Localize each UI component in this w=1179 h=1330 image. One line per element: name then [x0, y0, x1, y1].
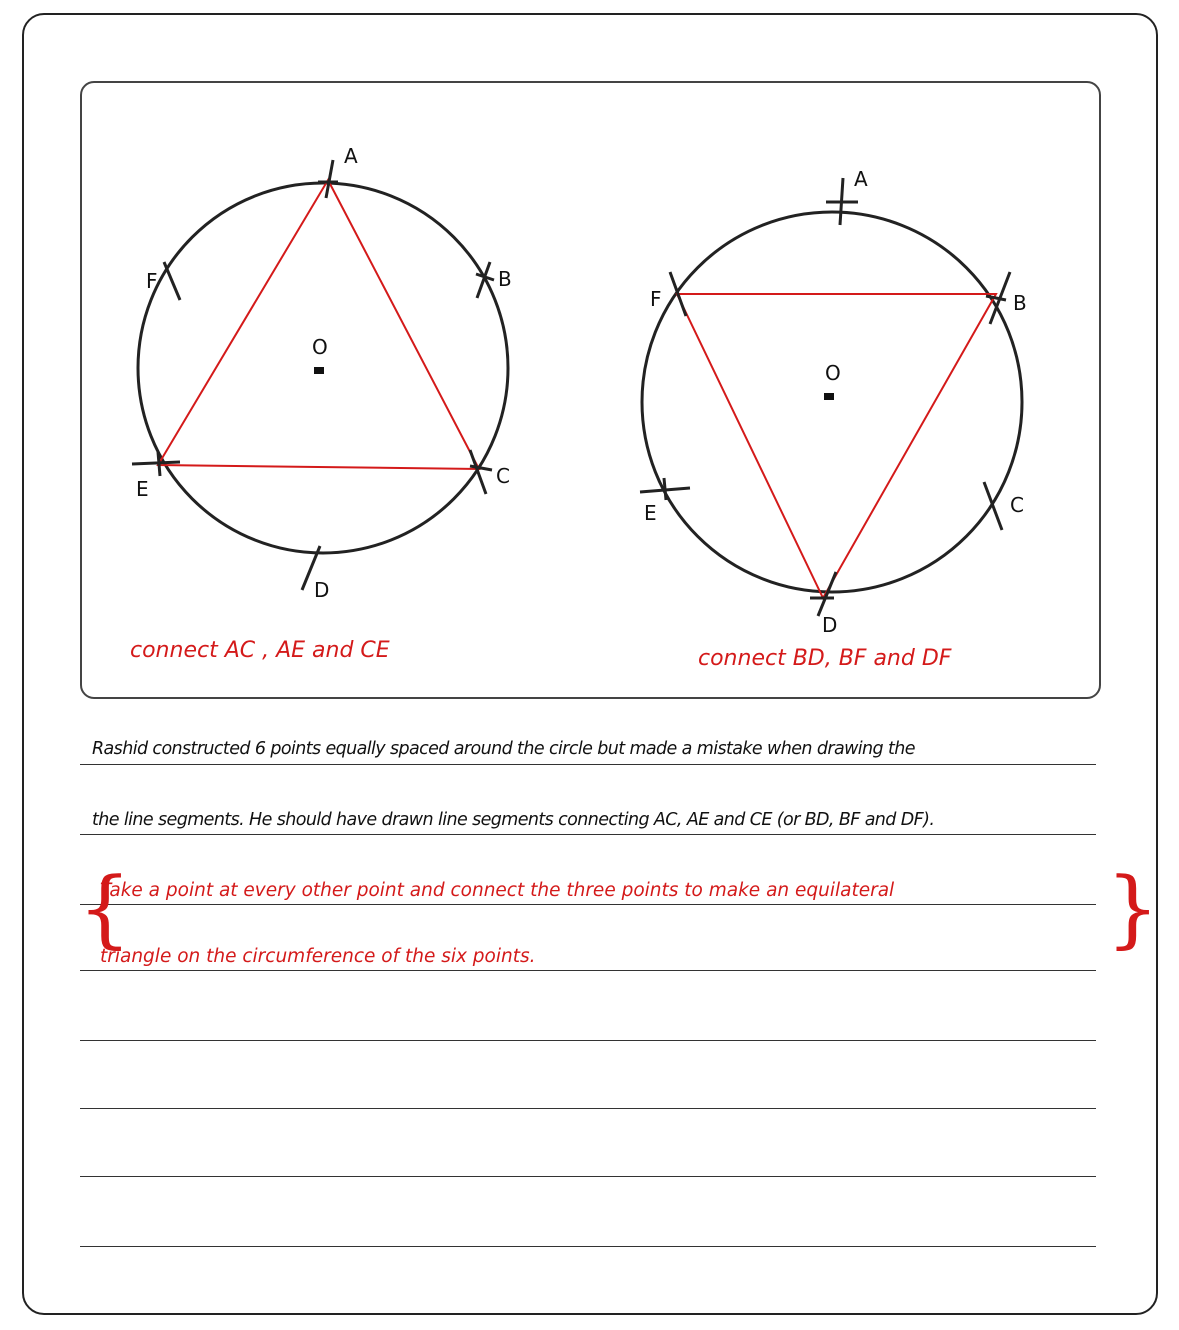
- left-caption: connect AC , AE and CE: [130, 638, 390, 663]
- right-label-A: A: [854, 167, 868, 191]
- answer-text-line-4: triangle on the circumference of the six points.: [100, 946, 536, 967]
- answer-text-line-1: Rashid constructed 6 points equally spaced around the circle but made a mistake when drawing the: [92, 739, 915, 759]
- left-brace: {: [78, 859, 132, 957]
- right-brace: }: [1106, 859, 1160, 957]
- left-label-C: C: [496, 464, 510, 488]
- right-label-C: C: [1010, 493, 1024, 517]
- right-center-label: O: [825, 361, 841, 385]
- answer-rule-5: [80, 1040, 1096, 1041]
- right-label-E: E: [644, 501, 657, 525]
- left-label-D: D: [314, 578, 330, 602]
- answer-rule-8: [80, 1246, 1096, 1247]
- left-label-E: E: [136, 477, 149, 501]
- right-label-D: D: [822, 613, 838, 637]
- right-label-F: F: [650, 287, 662, 311]
- answer-rule-3: [80, 904, 1096, 905]
- left-label-A: A: [344, 144, 358, 168]
- left-label-F: F: [146, 269, 158, 293]
- answer-rule-2: [80, 834, 1096, 835]
- right-caption: connect BD, BF and DF: [698, 646, 952, 671]
- left-center-label: O: [312, 335, 328, 359]
- answer-text-line-3: Take a point at every other point and connect the three points to make an equilateral: [100, 880, 895, 901]
- answer-text-line-2: the line segments. He should have drawn line segments connecting AC, AE and CE (or BD, BF and DF).: [92, 810, 935, 830]
- left-figure: [132, 144, 512, 602]
- answer-rule-1: [80, 764, 1096, 765]
- answer-rule-6: [80, 1108, 1096, 1109]
- right-circle: [642, 212, 1022, 592]
- right-figure: [640, 167, 1027, 637]
- answer-rule-7: [80, 1176, 1096, 1177]
- right-label-B: B: [1013, 291, 1027, 315]
- answer-rule-4: [80, 970, 1096, 971]
- left-label-B: B: [498, 267, 512, 291]
